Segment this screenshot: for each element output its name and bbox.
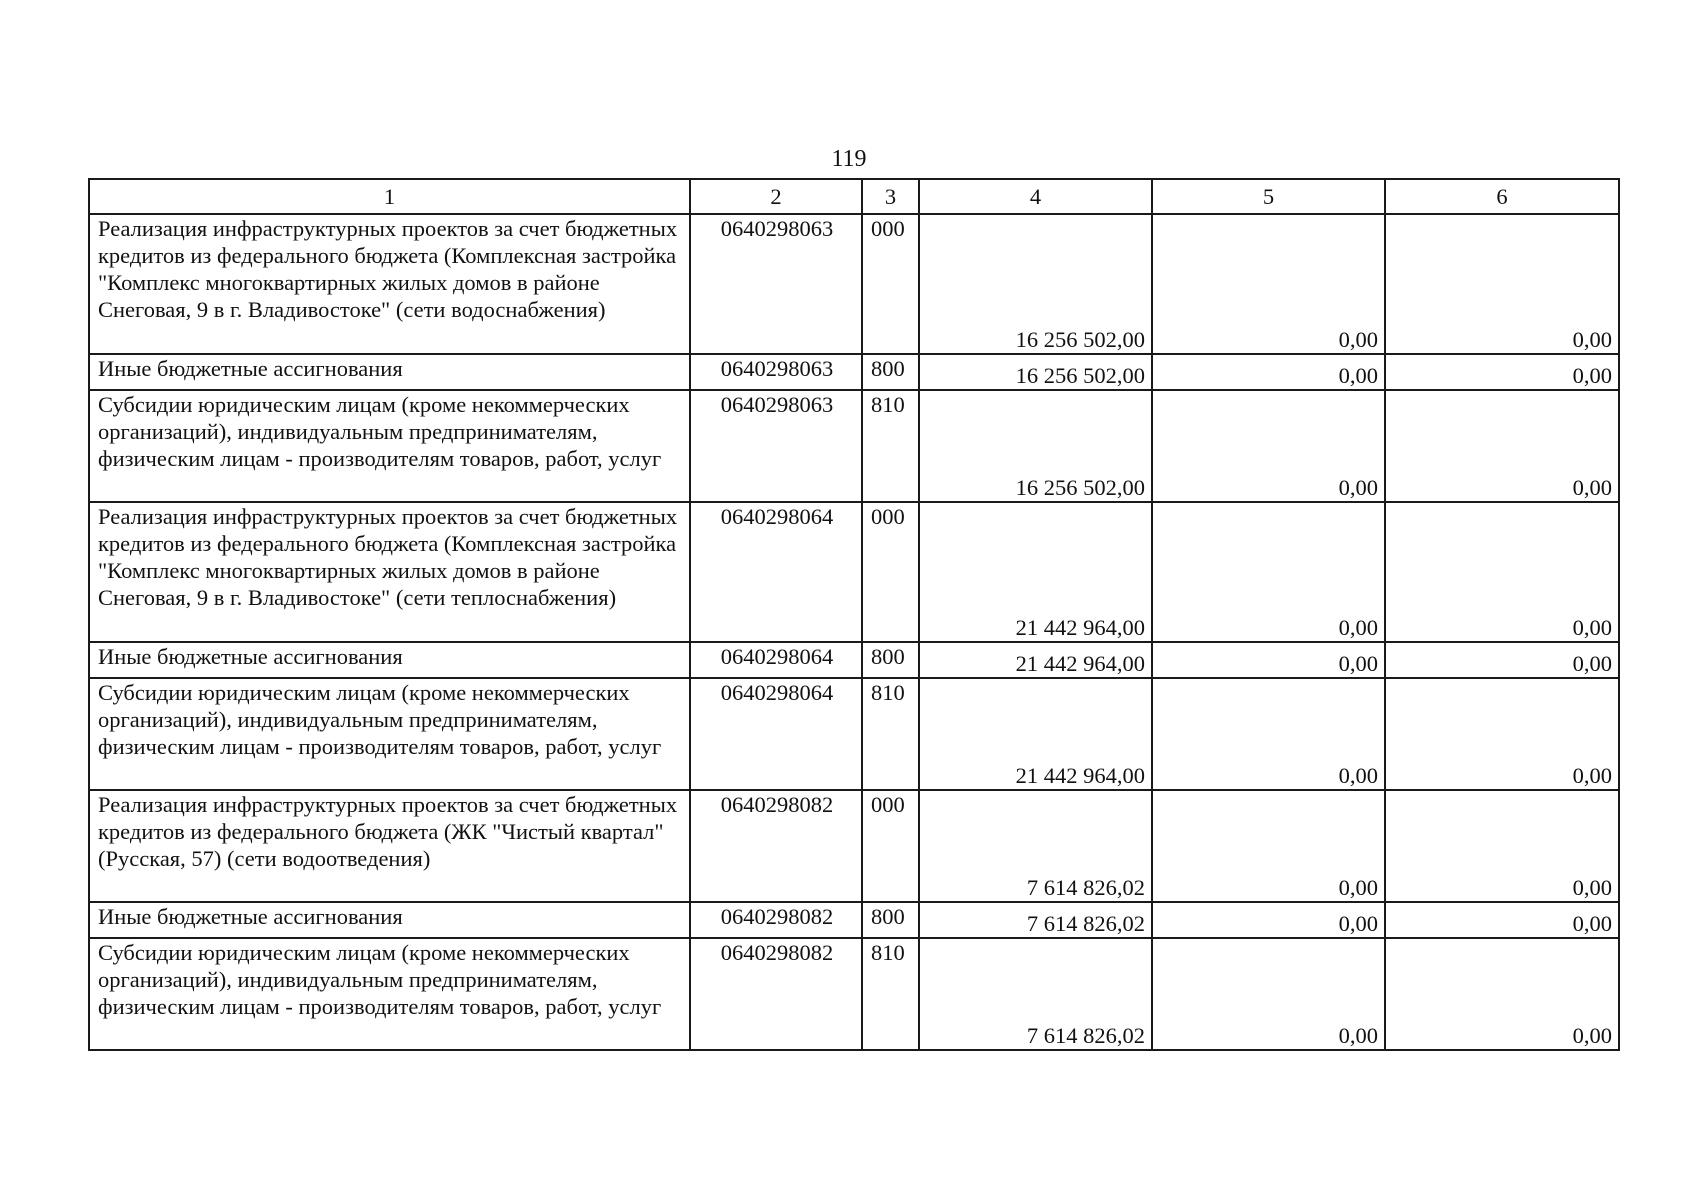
row-type: 810 (862, 938, 919, 1050)
row-name: Иные бюджетные ассигнования (89, 642, 690, 678)
row-name: Реализация инфраструктурных проектов за счет бюджетных кредитов из федерального бюджета (Комплексная застройка "Комплекс многоквартирных жилых домов в районе Снеговая, 9 в г. Владивостоке" (сети теплоснабжения) (89, 502, 690, 642)
row-value-4: 7 614 826,02 (919, 902, 1152, 938)
row-value-4: 16 256 502,00 (919, 390, 1152, 502)
row-value-5: 0,00 (1152, 938, 1385, 1050)
row-value-5: 0,00 (1152, 390, 1385, 502)
row-value-5: 0,00 (1152, 214, 1385, 354)
row-code: 0640298064 (690, 502, 862, 642)
table-row (89, 938, 1619, 1050)
row-name: Иные бюджетные ассигнования (89, 902, 690, 938)
row-code: 0640298063 (690, 214, 862, 354)
column-header: 3 (862, 179, 919, 214)
row-type: 810 (862, 390, 919, 502)
column-header: 4 (919, 179, 1152, 214)
row-value-5: 0,00 (1152, 642, 1385, 678)
row-value-6: 0,00 (1385, 902, 1619, 938)
row-name: Субсидии юридическим лицам (кроме некоммерческих организаций), индивидуальным предпринимателям, физическим лицам - производителям товаров, работ, услуг (89, 390, 690, 502)
table-row (89, 214, 1619, 354)
row-code: 0640298064 (690, 678, 862, 790)
page-number: 119 (831, 146, 867, 172)
row-type: 800 (862, 642, 919, 678)
row-value-4: 21 442 964,00 (919, 642, 1152, 678)
table-row (89, 678, 1619, 790)
table-row (89, 354, 1619, 390)
row-value-4: 16 256 502,00 (919, 214, 1152, 354)
row-code: 0640298082 (690, 790, 862, 902)
table-row (89, 502, 1619, 642)
column-header: 5 (1152, 179, 1385, 214)
row-type: 800 (862, 902, 919, 938)
row-value-5: 0,00 (1152, 790, 1385, 902)
row-value-6: 0,00 (1385, 678, 1619, 790)
row-name: Субсидии юридическим лицам (кроме некоммерческих организаций), индивидуальным предпринимателям, физическим лицам - производителям товаров, работ, услуг (89, 678, 690, 790)
row-value-5: 0,00 (1152, 354, 1385, 390)
row-value-6: 0,00 (1385, 390, 1619, 502)
row-value-4: 21 442 964,00 (919, 502, 1152, 642)
column-header: 6 (1385, 179, 1619, 214)
row-type: 800 (862, 354, 919, 390)
row-type: 810 (862, 678, 919, 790)
row-value-6: 0,00 (1385, 214, 1619, 354)
row-name: Реализация инфраструктурных проектов за счет бюджетных кредитов из федерального бюджета (ЖК "Чистый квартал" (Русская, 57) (сети водоотведения) (89, 790, 690, 902)
table-row (89, 902, 1619, 938)
row-value-5: 0,00 (1152, 502, 1385, 642)
row-value-4: 16 256 502,00 (919, 354, 1152, 390)
table-row (89, 790, 1619, 902)
row-name: Иные бюджетные ассигнования (89, 354, 690, 390)
row-code: 0640298082 (690, 902, 862, 938)
row-value-4: 7 614 826,02 (919, 790, 1152, 902)
table-row (89, 390, 1619, 502)
budget-table (88, 178, 1620, 1051)
row-value-6: 0,00 (1385, 502, 1619, 642)
row-value-6: 0,00 (1385, 354, 1619, 390)
row-code: 0640298063 (690, 390, 862, 502)
row-value-4: 7 614 826,02 (919, 938, 1152, 1050)
column-header: 2 (690, 179, 862, 214)
row-type: 000 (862, 502, 919, 642)
row-code: 0640298064 (690, 642, 862, 678)
row-type: 000 (862, 790, 919, 902)
row-value-5: 0,00 (1152, 678, 1385, 790)
table-header-row (89, 179, 1619, 214)
row-code: 0640298063 (690, 354, 862, 390)
row-type: 000 (862, 214, 919, 354)
row-value-4: 21 442 964,00 (919, 678, 1152, 790)
table-row (89, 642, 1619, 678)
row-value-5: 0,00 (1152, 902, 1385, 938)
column-header: 1 (89, 179, 690, 214)
row-code: 0640298082 (690, 938, 862, 1050)
row-value-6: 0,00 (1385, 642, 1619, 678)
row-value-6: 0,00 (1385, 938, 1619, 1050)
row-value-6: 0,00 (1385, 790, 1619, 902)
row-name: Реализация инфраструктурных проектов за счет бюджетных кредитов из федерального бюджета (Комплексная застройка "Комплекс многоквартирных жилых домов в районе Снеговая, 9 в г. Владивостоке" (сети водоснабжения) (89, 214, 690, 354)
row-name: Субсидии юридическим лицам (кроме некоммерческих организаций), индивидуальным предпринимателям, физическим лицам - производителям товаров, работ, услуг (89, 938, 690, 1050)
